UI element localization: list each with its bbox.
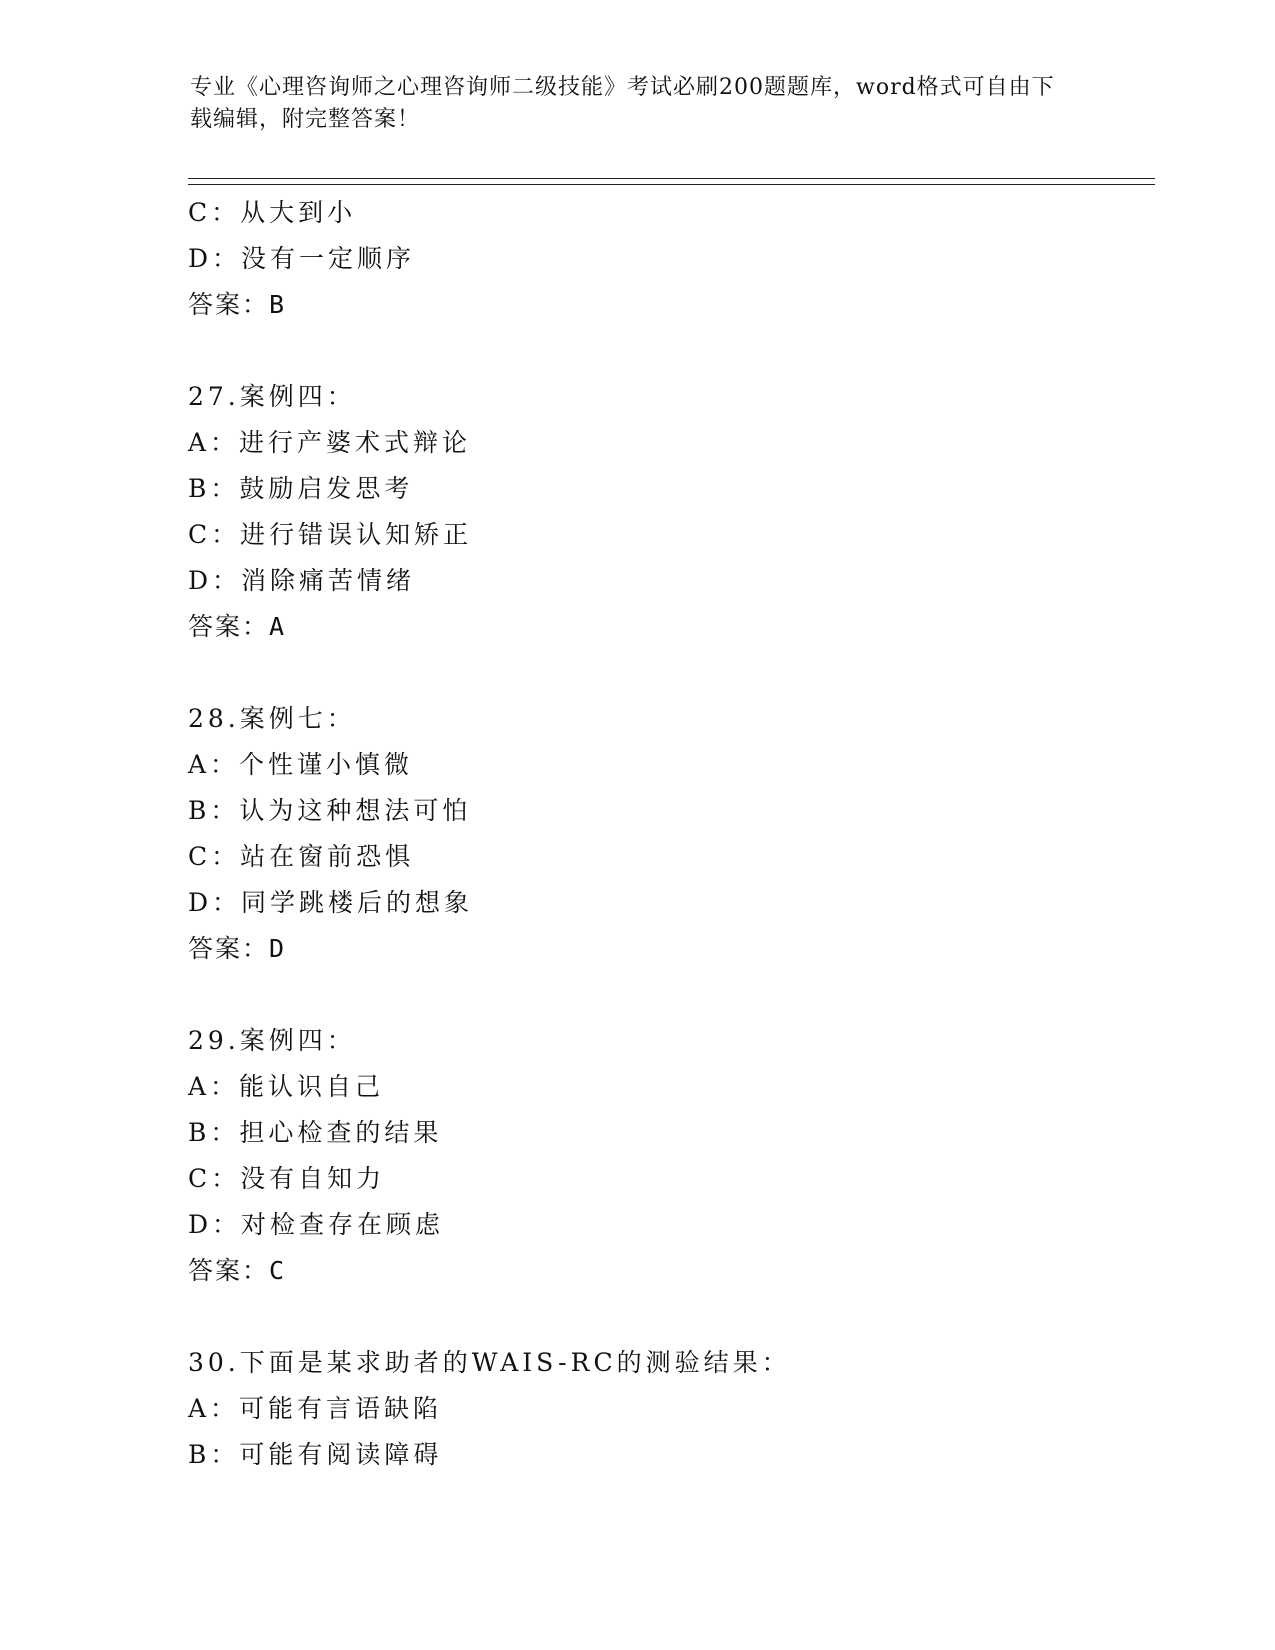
- question-28-option-b: B：认为这种想法可怕: [188, 796, 472, 825]
- question-29-option-a: A：能认识自己: [188, 1072, 385, 1101]
- question-26-answer: 答案：B: [188, 290, 287, 319]
- question-27-option-c: C：进行错误认知矫正: [188, 520, 473, 549]
- question-27-option-d: D：消除痛苦情绪: [188, 566, 416, 595]
- question-28-answer: 答案：D: [188, 934, 287, 963]
- question-27-answer: 答案：A: [188, 612, 287, 641]
- question-spacer: [188, 1294, 1148, 1340]
- question-spacer: [188, 972, 1148, 1018]
- question-28-option-d: D：同学跳楼后的想象: [188, 888, 474, 917]
- question-30-title: 30.下面是某求助者的WAIS-RC的测验结果：: [188, 1348, 791, 1377]
- question-29-option-d: D：对检查存在顾虑: [188, 1210, 445, 1239]
- question-28-title: 28.案例七：: [188, 704, 356, 733]
- question-29-option-b: B：担心检查的结果: [188, 1118, 443, 1147]
- header-divider-bottom: [188, 184, 1155, 185]
- question-spacer: [188, 328, 1148, 374]
- question-27-option-b: B：鼓励启发思考: [188, 474, 414, 503]
- document-header: 专业《心理咨询师之心理咨询师二级技能》考试必刷200题题库，word格式可自由下载编辑，附完整答案！: [190, 75, 1055, 132]
- question-30-option-a: A：可能有言语缺陷: [188, 1394, 443, 1423]
- question-28-option-a: A：个性谨小慎微: [188, 750, 414, 779]
- question-26-option-d: D：没有一定顺序: [188, 244, 416, 273]
- question-content: [188, 190, 1148, 1478]
- question-spacer: [188, 650, 1148, 696]
- question-27-title: 27.案例四：: [188, 382, 356, 411]
- question-29-option-c: C：没有自知力: [188, 1164, 386, 1193]
- question-27-option-a: A：进行产婆术式辩论: [188, 428, 472, 457]
- question-29-answer: 答案：C: [188, 1256, 287, 1285]
- question-30-option-b: B：可能有阅读障碍: [188, 1440, 443, 1469]
- question-29-title: 29.案例四：: [188, 1026, 356, 1055]
- header-divider-top: [188, 178, 1155, 179]
- question-26-option-c: C：从大到小: [188, 198, 357, 227]
- question-28-option-c: C：站在窗前恐惧: [188, 842, 415, 871]
